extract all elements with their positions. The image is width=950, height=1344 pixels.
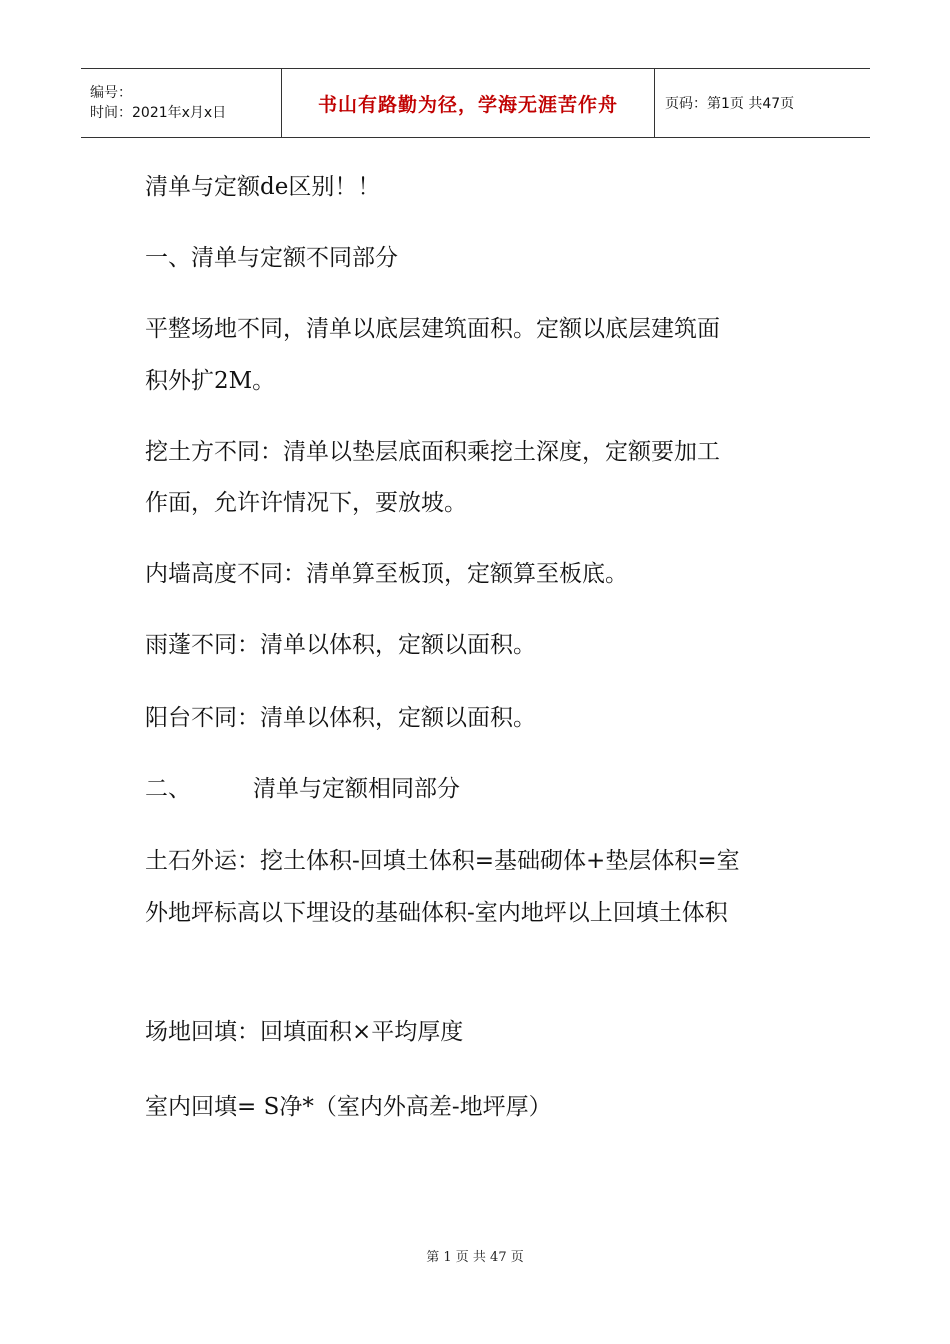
section-number: 二、 (145, 776, 191, 802)
paragraph: 雨蓬不同：清单以体积，定额以面积。 (145, 632, 536, 658)
paragraph: 场地回填：回填面积×平均厚度 (145, 1019, 464, 1045)
paragraph: 室内回填= S净*（室内外高差-地坪厚） (145, 1094, 552, 1120)
paragraph-line: 外地坪标高以下埋设的基础体积-室内地坪以上回填土体积 (145, 900, 728, 926)
paragraph: 内墙高度不同：清单算至板顶，定额算至板底。 (145, 561, 628, 587)
header-page-cell (655, 69, 870, 137)
section-heading-1: 一、清单与定额不同部分 (145, 245, 398, 271)
motto: 书山有路勤为径，学海无涯苦作舟 (317, 93, 618, 116)
number-label: 编号： (90, 85, 132, 101)
section-heading-2 (145, 760, 805, 818)
document-title: 清单与定额de区别！！ (145, 174, 381, 200)
paragraph-line: 积外扩2M。 (145, 368, 276, 394)
paragraph-line: 作面，允许许情况下，要放坡。 (145, 490, 467, 516)
paragraph: 阳台不同：清单以体积，定额以面积。 (145, 705, 536, 731)
paragraph-line: 土石外运：挖土体积-回填土体积=基础砌体+垫层体积=室 (145, 848, 740, 874)
header-meta (81, 69, 282, 137)
page-header (81, 68, 870, 138)
paragraph-line: 平整场地不同，清单以底层建筑面积。定额以底层建筑面 (145, 316, 720, 342)
header-motto-cell (282, 69, 655, 137)
section-title: 清单与定额相同部分 (253, 776, 460, 802)
page-footer: 第 1 页 共 47 页 (426, 1250, 524, 1265)
paragraph-line: 挖土方不同：清单以垫层底面积乘挖土深度，定额要加工 (145, 439, 720, 465)
page-code: 页码：第1页 共47页 (665, 96, 795, 112)
time-label: 时间：2021年x月x日 (90, 105, 227, 121)
